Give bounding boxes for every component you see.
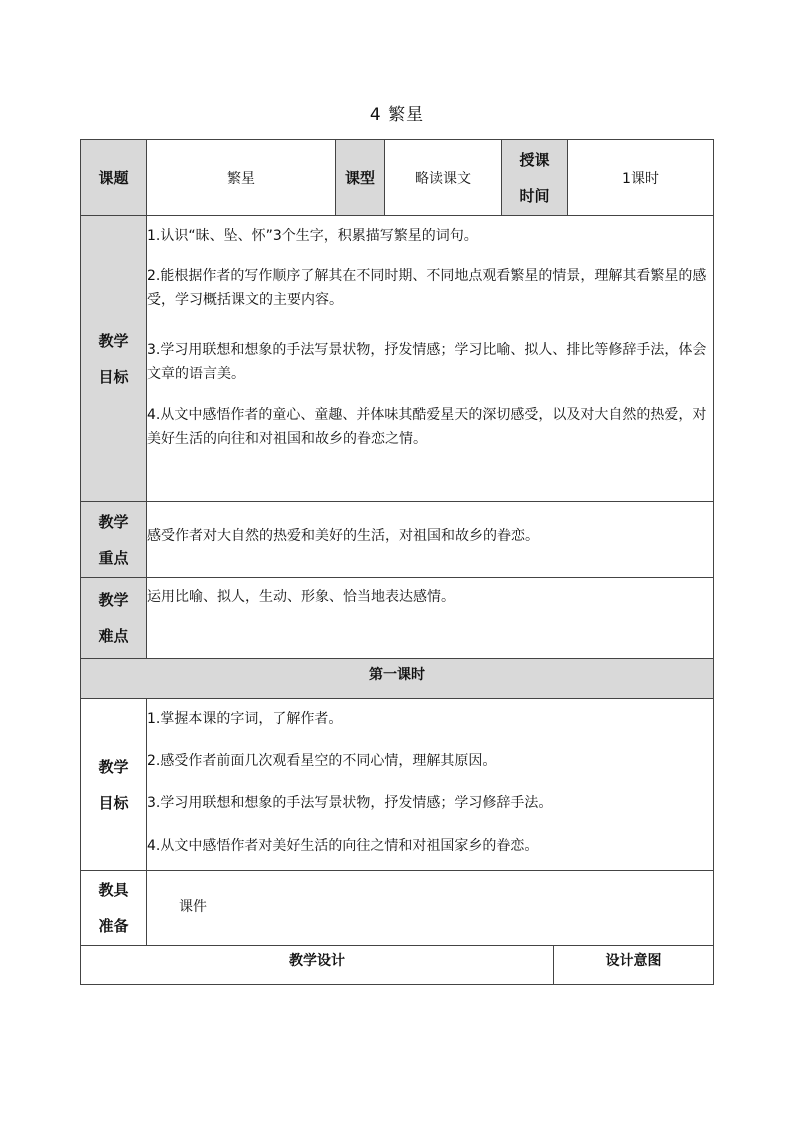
lesson1-goal-item: 1.掌握本课的字词，了解作者。: [147, 711, 343, 727]
time-label-line1: 授课: [519, 150, 550, 169]
difficulties-label-line1: 教学: [98, 591, 129, 609]
time-label-line2: 时间: [519, 186, 550, 205]
lesson1-goals-content-cell: [146, 698, 714, 871]
goal-item: 2.能根据作者的写作顺序了解其在不同时期、不同地点观看繁星的情景，理解其看繁星的感受，学习概括课文的主要内容。: [147, 268, 707, 308]
lesson1-goals-label-line2: 目标: [98, 793, 129, 812]
lesson1-goal-item: 3.学习用联想和想象的手法写景状物，抒发情感；学习修辞手法。: [147, 795, 553, 811]
key-points-label-cell: [80, 501, 147, 578]
difficulties-content-cell: [146, 577, 714, 659]
lesson1-goals-label-line1: 教学: [98, 757, 129, 776]
lesson1-goal-item: 4.从文中感悟作者对美好生活的向往之情和对祖国家乡的眷恋。: [147, 838, 539, 854]
intent-label: 设计意图: [553, 945, 714, 985]
tools-label-line1: 教具: [98, 881, 129, 899]
type-label: 课型: [335, 139, 385, 216]
goal-item: 4.从文中感悟作者的童心、童趣、并体味其酷爱星天的深切感受，以及对大自然的热爱，对美好生活的向往和对祖国和故乡的眷恋之情。: [147, 407, 707, 447]
difficulties-text: 运用比喻、拟人，生动、形象、恰当地表达感情。: [147, 589, 455, 605]
goals-label-line2: 目标: [98, 367, 129, 386]
goals-content-cell: [146, 215, 714, 502]
document-title: 4 繁星: [369, 105, 425, 125]
tools-content-cell: [146, 870, 714, 946]
difficulties-label-cell: [80, 577, 147, 659]
tools-label-cell: [80, 870, 147, 946]
key-points-content-cell: [146, 501, 714, 578]
lesson1-goals-label-cell: [80, 698, 147, 871]
goal-item: 3.学习用联想和想象的手法写景状物，抒发情感；学习比喻、拟人、排比等修辞手法，体会文章的语言美。: [147, 342, 707, 382]
key-points-label-line2: 重点: [98, 548, 129, 567]
design-label: 教学设计: [80, 945, 554, 985]
goals-label-line1: 教学: [98, 331, 129, 350]
tools-value: 课件: [179, 899, 207, 915]
goal-item: 1.认识“昧、坠、怀”3个生字，积累描写繁星的词句。: [147, 228, 478, 244]
time-label-cell: [501, 139, 568, 216]
type-value: 略读课文: [384, 139, 502, 216]
lesson1-goal-item: 2.感受作者前面几次观看星空的不同心情，理解其原因。: [147, 753, 497, 769]
topic-value: 繁星: [146, 139, 336, 216]
topic-label: 课题: [80, 139, 147, 216]
goals-label-cell: [80, 215, 147, 502]
key-points-label-line1: 教学: [98, 512, 129, 531]
tools-label-line2: 准备: [98, 917, 129, 935]
difficulties-label-line2: 难点: [98, 627, 129, 645]
key-points-text: 感受作者对大自然的热爱和美好的生活，对祖国和故乡的眷恋。: [147, 528, 539, 544]
time-value: 1课时: [567, 139, 714, 216]
lesson1-heading: 第一课时: [80, 658, 714, 699]
